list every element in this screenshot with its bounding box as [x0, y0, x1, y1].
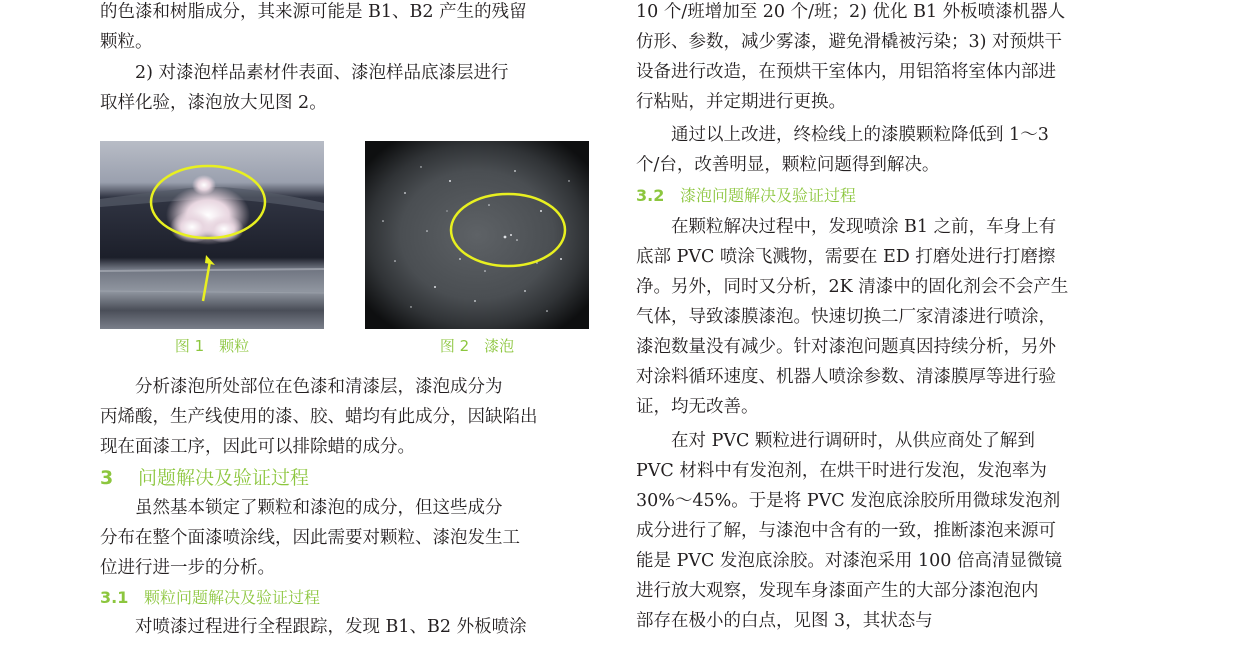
left-column [100, 0, 590, 642]
paragraph-improvement-measures: 10 个/班增加至 20 个/班；2) 优化 B1 外板喷漆机器人 仿形、参数，减少雾漆，避免滑橇被污染；3) 对预烘干 设备进行改造，在预烘干室体内，用铝箔将室体内部进 行粘贴，并定期进行更换。 [636, 2, 1066, 112]
paragraph-bubble-sampling: 2) 对漆泡样品素材件表面、漆泡样品底漆层进行 取样化验，漆泡放大见图 2。 [100, 63, 509, 113]
paragraph-bubble-analysis: 分析漆泡所处部位在色漆和清漆层，漆泡成分为 丙烯酸，生产线使用的漆、胶、蜡均有此成分，因缺陷出 现在面漆工序，因此可以排除蜡的成分。 [100, 377, 538, 457]
paragraph-residual-particles: 的色漆和树脂成分，其来源可能是 B1、B2 产生的残留 颗粒。 [100, 2, 527, 52]
section-3-heading: 3 问题解决及验证过程 [100, 467, 310, 489]
bubble-micrograph [365, 141, 589, 329]
particle-micrograph [100, 141, 324, 329]
figure-1-caption: 图 1 颗粒 [174, 337, 250, 355]
paragraph-section-3-intro: 虽然基本锁定了颗粒和漆泡的成分，但这些成分 分布在整个面漆喷涂线，因此需要对颗粒、漆泡发生工 位进行进一步的分析。 [100, 498, 520, 578]
paragraph-improvement-result: 通过以上改进，终检线上的漆膜颗粒降低到 1～3 个/台，改善明显，颗粒问题得到解决。 [636, 125, 1049, 175]
figure-row [100, 139, 590, 369]
section-3-1-heading: 3.1 颗粒问题解决及验证过程 [100, 588, 321, 607]
paragraph-pvc-investigation: 在对 PVC 颗粒进行调研时，从供应商处了解到 PVC 材料中有发泡剂，在烘干时进行发泡，发泡率为 30%～45%。于是将 PVC 发泡底涂胶所用微球发泡剂 成分进行了解，与漆泡中含有的一致，推断漆泡来源可 能是 PVC 发泡底涂胶。对漆泡采用 100 倍高清显微镜 进行放大观察，发现车身漆面产生的大部分漆泡泡内 部存在极小的白点，见图 3，其状态与 [636, 431, 1062, 631]
figure-2-caption: 图 2 漆泡 [439, 337, 515, 355]
paragraph-section-3-2: 在颗粒解决过程中，发现喷涂 B1 之前，车身上有 底部 PVC 喷涂飞溅物，需要在 ED 打磨处进行打磨擦 净。另外，同时又分析，2K 清漆中的固化剂会不会产生 气体，导致漆膜漆泡。快速切换二厂家清漆进行喷涂， 漆泡数量没有减少。针对漆泡问题真因持续分析，另外 对涂料循环速度、机器人喷涂参数、清漆膜厚等进行验 证，均无改善。 [636, 217, 1069, 417]
section-3-2-heading: 3.2 漆泡问题解决及验证过程 [636, 186, 857, 205]
paragraph-section-3-1: 对喷漆过程进行全程跟踪，发现 B1、B2 外板喷涂 [135, 617, 527, 637]
right-column [636, 0, 1126, 636]
